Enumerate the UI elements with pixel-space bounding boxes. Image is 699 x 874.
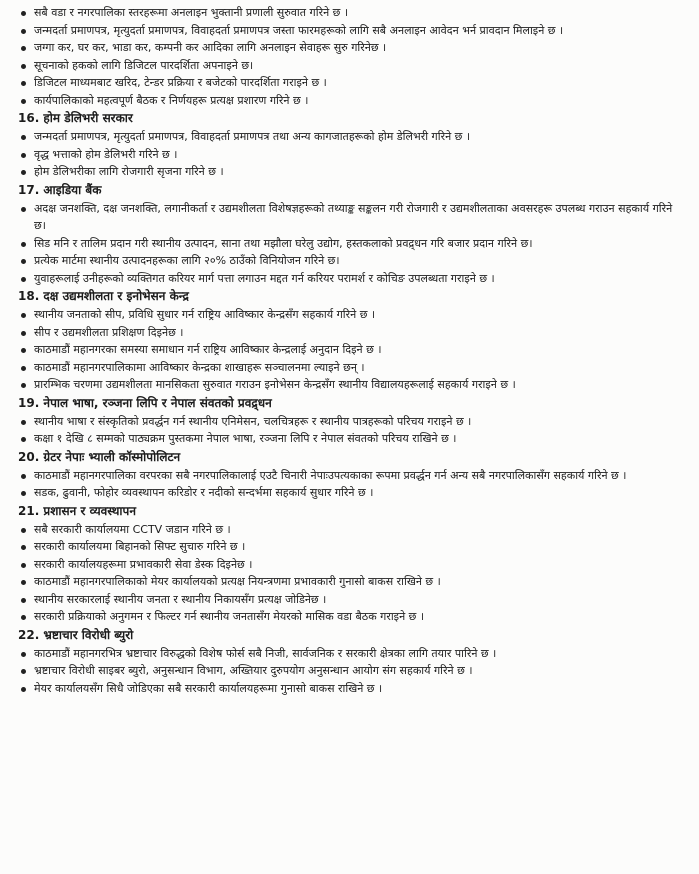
section-list — [18, 306, 685, 394]
intro-list — [18, 4, 685, 109]
list-item: सडक, ढुवानी, फोहोर व्यवस्थापन करिडोर र नदीको सन्दर्भमा सहकार्य सुधार गरिने छ । — [18, 484, 685, 502]
section-list — [18, 521, 685, 626]
list-item: सरकारी कार्यालयमा बिहानको सिफ्ट सुचारु गरिने छ । — [18, 538, 685, 556]
list-item: प्रत्येक मार्टमा स्थानीय उत्पादनहरूका लागि २०% ठाउँको विनियोजन गरिने छ। — [18, 252, 685, 270]
list-item: स्थानीय जनताको सीप, प्रविधि सुधार गर्न राष्ट्रिय आविष्कार केन्द्रसँग सहकार्य गरिने छ । — [18, 306, 685, 324]
list-item: भ्रष्टाचार विरोधी साइबर ब्युरो, अनुसन्धान विभाग, अख्तियार दुरुपयोग अनुसन्धान आयोग संग सहकार्य गरिने छ । — [18, 662, 685, 680]
list-item: काठमाडौं महानगरपालिकामा आविष्कार केन्द्रका शाखाहरू सञ्चालनमा ल्याइने छन् । — [18, 359, 685, 377]
list-item: सूचनाको हकको लागि डिजिटल पारदर्शिता अपनाइने छ। — [18, 57, 685, 75]
list-item: काठमाडौं महानगरपालिकाको मेयर कार्यालयको प्रत्यक्ष नियन्त्रणमा प्रभावकारी गुनासो बाकस राखिने छ । — [18, 573, 685, 591]
section — [18, 111, 685, 181]
list-item: कार्यपालिकाको महत्वपूर्ण बैठक र निर्णयहरू प्रत्यक्ष प्रशारण गरिने छ । — [18, 92, 685, 110]
section-heading: 18. दक्ष उद्यमशीलता र इनोभेसन केन्द्र — [18, 289, 189, 303]
section-heading: 20. ग्रेटर नेपाः भ्याली कॉस्मोपोलिटन — [18, 449, 181, 464]
section-list — [18, 128, 685, 181]
list-item: डिजिटल माध्यमबाट खरिद, टेन्डर प्रक्रिया र बजेटको पारदर्शिता गराइने छ । — [18, 74, 685, 92]
section-list — [18, 645, 685, 698]
list-item: वृद्ध भत्ताको होम डेलिभरी गरिने छ । — [18, 146, 685, 164]
section-heading: 17. आइडिया बैंक — [18, 182, 102, 197]
list-item: काठमाडौं महानगरपालिका वरपरका सबै नगरपालिकालाई एउटै चिनारी नेपाःउपत्यकाका रूपमा प्रवर्द्धन गर्न अन्य सबै नगरपालिकासँग सहकार्य गरिने छ । — [18, 467, 685, 485]
section — [18, 183, 685, 288]
list-item: जन्मदर्ता प्रमाणपत्र, मृत्युदर्ता प्रमाणपत्र, विवाहदर्ता प्रमाणपत्र तथा अन्य कागजातहरूको होम डेलिभरी गरिने छ । — [18, 128, 685, 146]
section-heading: 19. नेपाल भाषा, रञ्जना लिपि र नेपाल संवतको प्रवद्र्धन — [18, 395, 272, 410]
section — [18, 396, 685, 448]
list-item: युवाहरूलाई उनीहरूको व्यक्तिगत करियर मार्ग पत्ता लगाउन मद्दत गर्न करियर परामर्श र कोचिङ उपलब्धता गराइने छ । — [18, 270, 685, 288]
list-item: सबै वडा र नगरपालिका स्तरहरूमा अनलाइन भुक्तानी प्रणाली सुरुवात गरिने छ । — [18, 4, 685, 22]
list-item: स्थानीय सरकारलाई स्थानीय जनता र स्थानीय निकायसँग प्रत्यक्ष जोडिनेछ । — [18, 591, 685, 609]
list-item: काठमाडौं महानगरका समस्या समाधान गर्न राष्ट्रिय आविष्कार केन्द्रलाई अनुदान दिइने छ । — [18, 341, 685, 359]
list-item: प्रारम्भिक चरणमा उद्यमशीलता मानसिकता सुरुवात गराउन इनोभेसन केन्द्रसँग स्थानीय विद्यालयहरूलाई सहकार्य गराइने छ । — [18, 376, 685, 394]
list-item: काठमाडौं महानगरभित्र भ्रष्टाचार विरुद्धको विशेष फोर्स सबै निजी, सार्वजनिक र सरकारी क्षेत्रका लागि तयार पारिने छ । — [18, 645, 685, 663]
section-heading: 21. प्रशासन र व्यवस्थापन — [18, 503, 136, 518]
section-heading: 16. होम डेलिभरी सरकार — [18, 111, 133, 125]
list-item: अदक्ष जनशक्ति, दक्ष जनशक्ति, लगानीकर्ता र उद्यमशीलता विशेषज्ञहरूको तथ्याङ्क सङ्कलन गरी रोजगारी र उद्यमशीलताका अवसरहरू उपलब्ध गराउन सहकार्य गरिने छ। — [18, 200, 685, 235]
list-item: सरकारी कार्यालयहरूमा प्रभावकारी सेवा डेस्क दिइनेछ । — [18, 556, 685, 574]
section-list — [18, 413, 685, 448]
section — [18, 450, 685, 502]
section-list — [18, 467, 685, 502]
list-item: होम डेलिभरीका लागि रोजगारी सृजना गरिने छ । — [18, 163, 685, 181]
section-heading: 22. भ्रष्टाचार विरोधी ब्युरो — [18, 627, 134, 642]
list-item: स्थानीय भाषा र संस्कृतिको प्रवर्द्धन गर्न स्थानीय एनिमेसन, चलचित्रहरू र स्थानीय पात्रहरूको परिचय गराइने छ । — [18, 413, 685, 431]
list-item: मेयर कार्यालयसँग सिधै जोडिएका सबै सरकारी कार्यालयहरूमा गुनासो बाकस राखिने छ । — [18, 680, 685, 698]
list-item: सबै सरकारी कार्यालयमा CCTV जडान गरिने छ । — [18, 521, 685, 539]
section — [18, 504, 685, 626]
section-list — [18, 200, 685, 288]
list-item: सिड मनि र तालिम प्रदान गरी स्थानीय उत्पादन, साना तथा मझौला घरेलु उद्योग, हस्तकलाको प्रवद्र्धन गरि बजार प्रदान गरिने छ। — [18, 235, 685, 253]
section — [18, 289, 685, 394]
list-item: सीप र उद्यमशीलता प्रशिक्षण दिइनेछ । — [18, 324, 685, 342]
sections-container — [18, 111, 685, 697]
list-item: कक्षा १ देखि ८ सम्मको पाठ्यक्रम पुस्तकमा नेपाल भाषा, रञ्जना लिपि र नेपाल संवतको परिचय राखिने छ । — [18, 430, 685, 448]
list-item: जग्गा कर, घर कर, भाडा कर, कम्पनी कर आदिका लागि अनलाइन सेवाहरू सुरु गरिनेछ । — [18, 39, 685, 57]
list-item: जन्मदर्ता प्रमाणपत्र, मृत्युदर्ता प्रमाणपत्र, विवाहदर्ता प्रमाणपत्र जस्ता फारमहरूको लागि सबै अनलाइन आवेदन भर्न प्रावदान मिलाइने छ । — [18, 22, 685, 40]
list-item: सरकारी प्रक्रियाको अनुगमन र फिल्टर गर्न स्थानीय जनतासँग मेयरको मासिक वडा बैठक गराइने छ । — [18, 608, 685, 626]
section — [18, 628, 685, 698]
